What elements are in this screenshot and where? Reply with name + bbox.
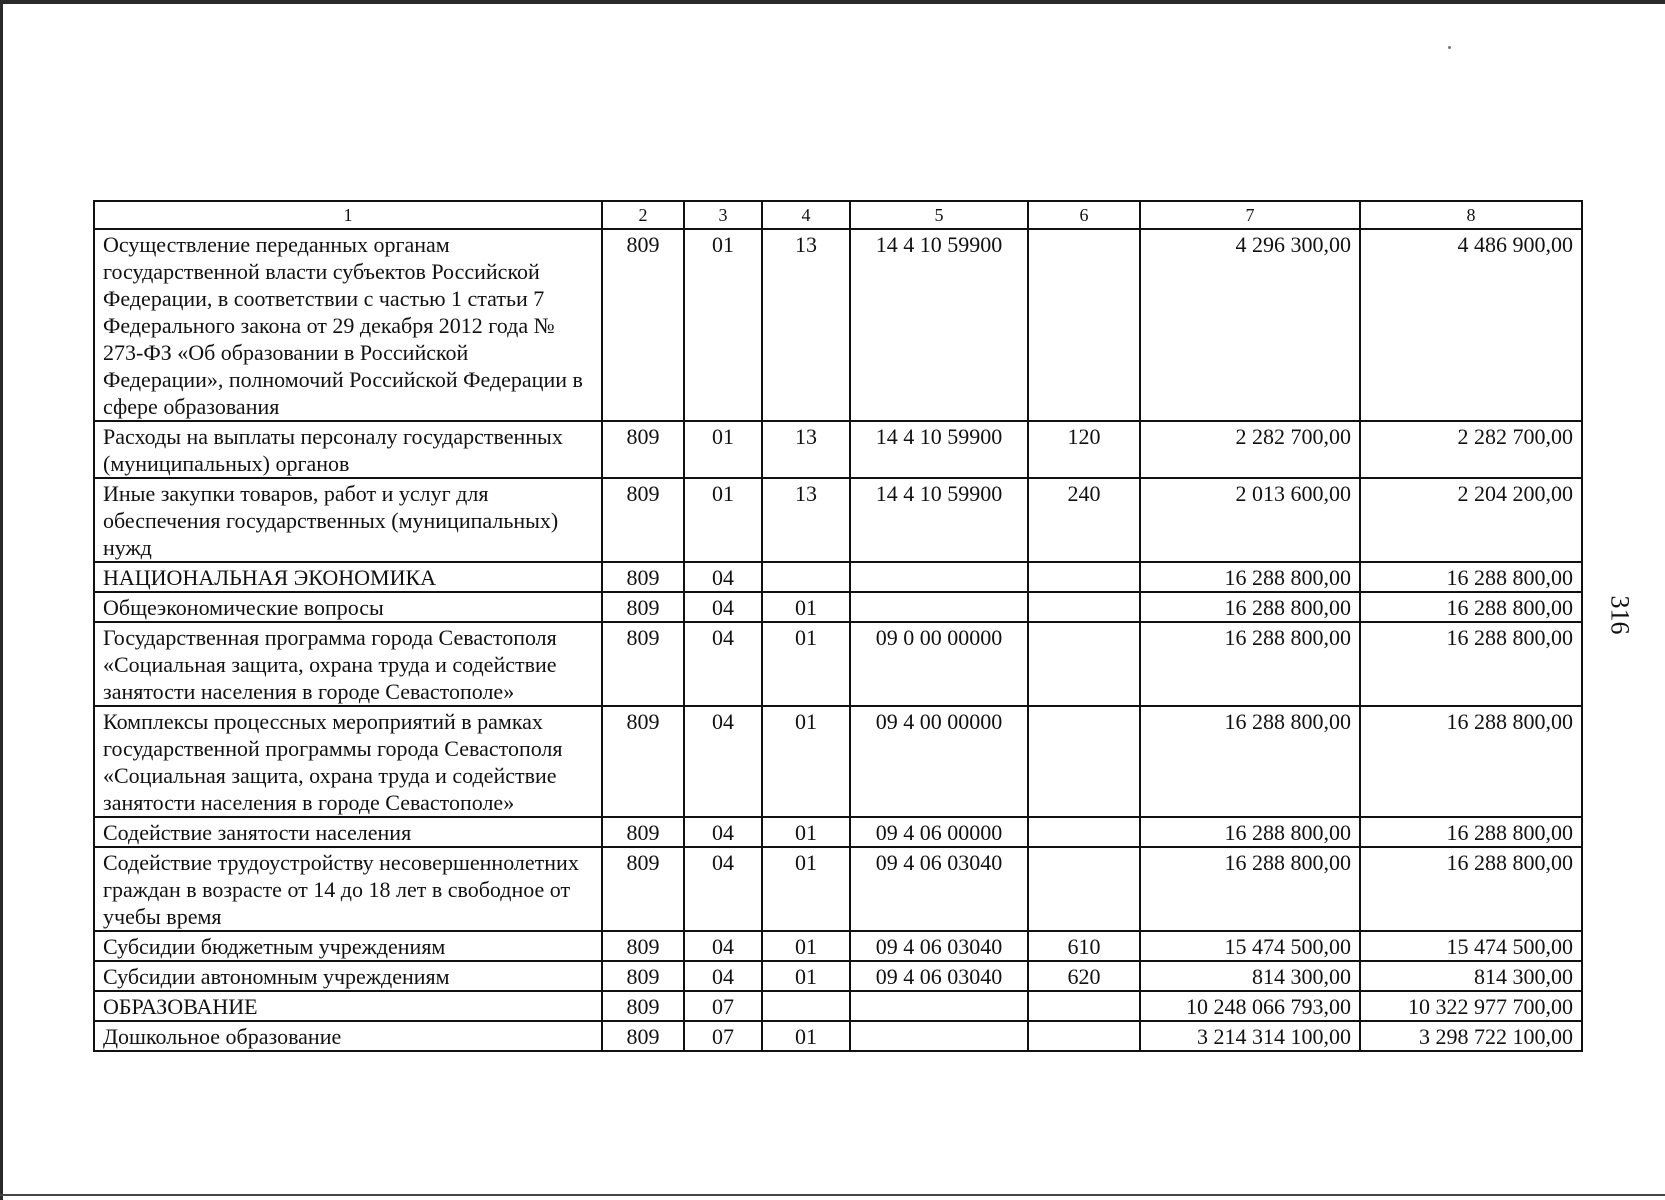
row-col7-cell: 814 300,00 bbox=[1140, 961, 1360, 991]
row-name-cell: Дошкольное образование bbox=[94, 1021, 602, 1051]
row-col7-cell: 16 288 800,00 bbox=[1140, 817, 1360, 847]
row-col2-cell: 809 bbox=[602, 931, 684, 961]
row-col6-cell bbox=[1028, 592, 1140, 622]
row-name-cell: Субсидии автономным учреждениям bbox=[94, 961, 602, 991]
row-col7-cell: 16 288 800,00 bbox=[1140, 706, 1360, 817]
row-col5-cell: 14 4 10 59900 bbox=[850, 478, 1028, 562]
row-col5-cell: 09 4 06 03040 bbox=[850, 931, 1028, 961]
row-col6-cell bbox=[1028, 1021, 1140, 1051]
row-col3-cell: 04 bbox=[684, 817, 762, 847]
row-col8-cell: 16 288 800,00 bbox=[1360, 847, 1582, 931]
row-col4-cell: 01 bbox=[762, 592, 850, 622]
row-col2-cell: 809 bbox=[602, 478, 684, 562]
row-col2-cell: 809 bbox=[602, 847, 684, 931]
row-col2-cell: 809 bbox=[602, 622, 684, 706]
table-row bbox=[94, 991, 1582, 1021]
row-col3-cell: 01 bbox=[684, 421, 762, 478]
row-col8-cell: 16 288 800,00 bbox=[1360, 562, 1582, 592]
row-name-cell: НАЦИОНАЛЬНАЯ ЭКОНОМИКА bbox=[94, 562, 602, 592]
table-row bbox=[94, 931, 1582, 961]
row-col8-cell: 814 300,00 bbox=[1360, 961, 1582, 991]
row-col6-cell bbox=[1028, 847, 1140, 931]
row-col2-cell: 809 bbox=[602, 1021, 684, 1051]
row-col4-cell: 13 bbox=[762, 421, 850, 478]
row-col4-cell: 01 bbox=[762, 931, 850, 961]
row-col5-cell: 14 4 10 59900 bbox=[850, 421, 1028, 478]
row-col5-cell bbox=[850, 1021, 1028, 1051]
row-name-cell: Субсидии бюджетным учреждениям bbox=[94, 931, 602, 961]
row-name-cell: Общеэкономические вопросы bbox=[94, 592, 602, 622]
row-col7-cell: 16 288 800,00 bbox=[1140, 847, 1360, 931]
row-col8-cell: 16 288 800,00 bbox=[1360, 706, 1582, 817]
column-header-7: 7 bbox=[1140, 201, 1360, 229]
row-col5-cell: 09 4 06 03040 bbox=[850, 847, 1028, 931]
row-col8-cell: 15 474 500,00 bbox=[1360, 931, 1582, 961]
row-col2-cell: 809 bbox=[602, 592, 684, 622]
row-col2-cell: 809 bbox=[602, 961, 684, 991]
row-name-cell: ОБРАЗОВАНИЕ bbox=[94, 991, 602, 1021]
row-name-cell: Содействие занятости населения bbox=[94, 817, 602, 847]
row-col7-cell: 2 282 700,00 bbox=[1140, 421, 1360, 478]
row-col8-cell: 16 288 800,00 bbox=[1360, 592, 1582, 622]
table-row bbox=[94, 817, 1582, 847]
row-col5-cell: 14 4 10 59900 bbox=[850, 229, 1028, 421]
row-name-cell: Осуществление переданных органам государственной власти субъектов Российской Федерации, в соответствии с частью 1 статьи 7 Федерального закона от 29 декабря 2012 года № 273-ФЗ «Об образовании в Российской Федерации», полномочий Российской Федерации в сфере образования bbox=[94, 229, 602, 421]
row-col6-cell bbox=[1028, 991, 1140, 1021]
column-number-row bbox=[94, 201, 1582, 229]
table-row bbox=[94, 622, 1582, 706]
column-header-2: 2 bbox=[602, 201, 684, 229]
row-col2-cell: 809 bbox=[602, 706, 684, 817]
row-col4-cell: 13 bbox=[762, 229, 850, 421]
table-row bbox=[94, 562, 1582, 592]
row-col4-cell: 01 bbox=[762, 817, 850, 847]
row-col6-cell bbox=[1028, 562, 1140, 592]
row-col5-cell: 09 0 00 00000 bbox=[850, 622, 1028, 706]
row-col7-cell: 10 248 066 793,00 bbox=[1140, 991, 1360, 1021]
row-col2-cell: 809 bbox=[602, 991, 684, 1021]
row-col5-cell: 09 4 06 03040 bbox=[850, 961, 1028, 991]
row-col5-cell: 09 4 06 00000 bbox=[850, 817, 1028, 847]
column-header-6: 6 bbox=[1028, 201, 1140, 229]
row-col6-cell: 240 bbox=[1028, 478, 1140, 562]
row-col3-cell: 04 bbox=[684, 562, 762, 592]
row-col6-cell bbox=[1028, 817, 1140, 847]
table-row bbox=[94, 847, 1582, 931]
row-col3-cell: 04 bbox=[684, 847, 762, 931]
row-col4-cell bbox=[762, 991, 850, 1021]
row-col7-cell: 3 214 314 100,00 bbox=[1140, 1021, 1360, 1051]
column-header-4: 4 bbox=[762, 201, 850, 229]
table-row bbox=[94, 706, 1582, 817]
scan-speck bbox=[1448, 46, 1451, 49]
row-col4-cell bbox=[762, 562, 850, 592]
table-row bbox=[94, 478, 1582, 562]
row-col4-cell: 01 bbox=[762, 1021, 850, 1051]
row-col6-cell: 620 bbox=[1028, 961, 1140, 991]
row-col3-cell: 01 bbox=[684, 478, 762, 562]
column-header-1: 1 bbox=[94, 201, 602, 229]
row-col2-cell: 809 bbox=[602, 229, 684, 421]
column-header-3: 3 bbox=[684, 201, 762, 229]
row-col7-cell: 4 296 300,00 bbox=[1140, 229, 1360, 421]
row-col3-cell: 04 bbox=[684, 622, 762, 706]
row-col4-cell: 01 bbox=[762, 706, 850, 817]
table-row bbox=[94, 229, 1582, 421]
row-name-cell: Иные закупки товаров, работ и услуг для обеспечения государственных (муниципальных) нужд bbox=[94, 478, 602, 562]
row-col3-cell: 04 bbox=[684, 592, 762, 622]
row-col6-cell: 610 bbox=[1028, 931, 1140, 961]
row-col7-cell: 16 288 800,00 bbox=[1140, 592, 1360, 622]
column-header-5: 5 bbox=[850, 201, 1028, 229]
scan-border-bottom bbox=[0, 1194, 1665, 1196]
row-col6-cell: 120 bbox=[1028, 421, 1140, 478]
table-row bbox=[94, 1021, 1582, 1051]
row-col7-cell: 16 288 800,00 bbox=[1140, 562, 1360, 592]
row-name-cell: Содействие трудоустройству несовершеннолетних граждан в возрасте от 14 до 18 лет в свободное от учебы время bbox=[94, 847, 602, 931]
row-col5-cell: 09 4 00 00000 bbox=[850, 706, 1028, 817]
budget-table bbox=[93, 200, 1583, 1052]
row-col4-cell: 01 bbox=[762, 622, 850, 706]
row-col7-cell: 2 013 600,00 bbox=[1140, 478, 1360, 562]
row-col8-cell: 16 288 800,00 bbox=[1360, 817, 1582, 847]
row-col6-cell bbox=[1028, 706, 1140, 817]
row-name-cell: Государственная программа города Севастополя «Социальная защита, охрана труда и содействие занятости населения в городе Севастополе» bbox=[94, 622, 602, 706]
row-col5-cell bbox=[850, 592, 1028, 622]
page-number: 316 bbox=[1605, 595, 1635, 635]
row-col3-cell: 04 bbox=[684, 961, 762, 991]
row-col6-cell bbox=[1028, 622, 1140, 706]
scan-border-left bbox=[0, 0, 3, 1200]
row-col2-cell: 809 bbox=[602, 562, 684, 592]
row-col3-cell: 04 bbox=[684, 706, 762, 817]
row-col8-cell: 4 486 900,00 bbox=[1360, 229, 1582, 421]
row-col8-cell: 3 298 722 100,00 bbox=[1360, 1021, 1582, 1051]
row-col7-cell: 15 474 500,00 bbox=[1140, 931, 1360, 961]
row-col4-cell: 13 bbox=[762, 478, 850, 562]
row-col3-cell: 07 bbox=[684, 1021, 762, 1051]
row-col2-cell: 809 bbox=[602, 817, 684, 847]
row-col8-cell: 10 322 977 700,00 bbox=[1360, 991, 1582, 1021]
row-col7-cell: 16 288 800,00 bbox=[1140, 622, 1360, 706]
column-header-8: 8 bbox=[1360, 201, 1582, 229]
scan-border-top bbox=[0, 0, 1665, 4]
row-name-cell: Комплексы процессных мероприятий в рамках государственной программы города Севастополя «Социальная защита, охрана труда и содействие занятости населения в городе Севастополе» bbox=[94, 706, 602, 817]
row-col5-cell bbox=[850, 991, 1028, 1021]
table-row bbox=[94, 961, 1582, 991]
row-col6-cell bbox=[1028, 229, 1140, 421]
table-row bbox=[94, 421, 1582, 478]
row-col3-cell: 01 bbox=[684, 229, 762, 421]
row-col3-cell: 07 bbox=[684, 991, 762, 1021]
row-col8-cell: 16 288 800,00 bbox=[1360, 622, 1582, 706]
row-col8-cell: 2 204 200,00 bbox=[1360, 478, 1582, 562]
row-col4-cell: 01 bbox=[762, 847, 850, 931]
row-col2-cell: 809 bbox=[602, 421, 684, 478]
row-col5-cell bbox=[850, 562, 1028, 592]
table-row bbox=[94, 592, 1582, 622]
row-col8-cell: 2 282 700,00 bbox=[1360, 421, 1582, 478]
row-name-cell: Расходы на выплаты персоналу государственных (муниципальных) органов bbox=[94, 421, 602, 478]
row-col4-cell: 01 bbox=[762, 961, 850, 991]
row-col3-cell: 04 bbox=[684, 931, 762, 961]
